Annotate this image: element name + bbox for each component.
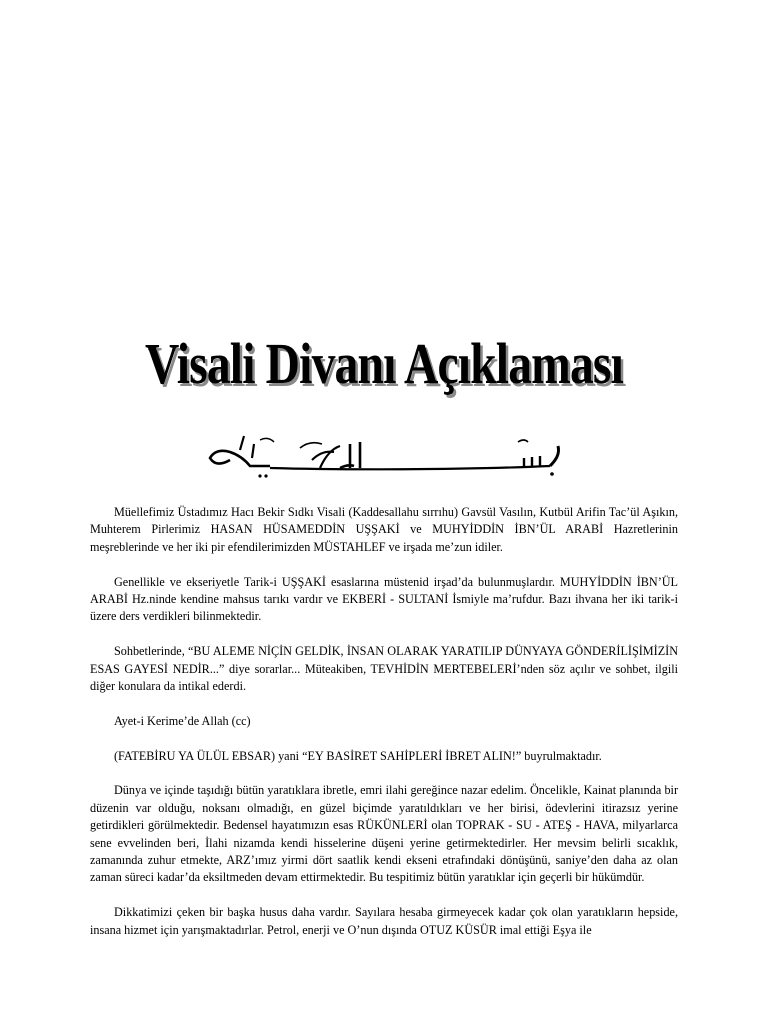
page-title: Visali Divanı Açıklaması: [144, 331, 624, 396]
basmala-calligraphy: [200, 430, 570, 480]
basmala-calligraphy-graphic: [200, 430, 570, 480]
paragraph: Ayet-i Kerime’de Allah (cc): [114, 713, 251, 728]
paragraph: Dünya ve içinde taşıdığı bütün yaratıklara ibretle, emri ilahi gereğince nazar edelim. Öncelikle, Kainat planında bir düzenin var olduğu, noksanı olmadığı, en güzel biçimde yaratıldıkları ve her birisi, ödevlerini itirazsız yerine getirdikleri görülmektedir. Bedensel hayatımızın esas RÜKÜNLERİ olan TOPRAK - SU - ATEŞ - HAVA, milyarlarca sene evvelinden beri, İlahi nizamda kendi hisselerine düşeni yerine getirmektedirler. Her mevsim belirli sıcaklık, zamanında zuhur etmekte, ARZ’ımız yirmi dört saatlik kendi ekseni etrafındaki dönüşünü, saniye’den daha az olan zaman süreci kadar’da eksiltmeden devam ettirmektedir. Bu tespitimiz bütün yaratıklar için geçerli bir hükümdür.: [90, 783, 678, 885]
paragraph: Genellikle ve ekseriyetle Tarik-i UŞŞAKİ esaslarına müstenid irşad’da bulunmuşlardır. MUHYİDDİN İBN’ÜL ARABİ Hz.ninde kendine mahsus tarıkı vardır ve EKBERİ - SULTANİ İsmiyle ma’rufdur. Bazı ihvana her iki tarik-i üzere ders verdikleri bilinmektedir.: [90, 574, 678, 624]
body-text: [90, 504, 678, 956]
paragraph: Müellefimiz Üstadımız Hacı Bekir Sıdkı Visali (Kaddesallahu sırrıhu) Gavsül Vasılın, Kutbül Arifin Tac’ül Aşıkın, Muhterem Pirlerimiz HASAN HÜSAMEDDİN UŞŞAKİ ve MUHYİDDİN İBN’ÜL ARABİ Hazretlerinin meşreblerinde ve her iki pir efendilerimizden MÜSTAHLEF ve irşada me’zun idiler.: [90, 505, 678, 554]
paragraph: Sohbetlerinde, “BU ALEME NİÇİN GELDİK, İNSAN OLARAK YARATILIP DÜNYAYA GÖNDERİLİŞİMİZİN ESAS GAYESİ NEDİR...” diye sorarlar... Müteakiben, TEVHİDİN MERTEBELERİ’nden söz açılır ve sohbet, ilgili diğer konulara da intikal ederdi.: [90, 644, 678, 694]
paragraph: (FATEBİRU YA ÜLÜL EBSAR) yani “EY BASİRET SAHİPLERİ İBRET ALIN!” buyrulmaktadır.: [114, 748, 602, 763]
paragraph: Dikkatimizi çeken bir başka husus daha vardır. Sayılara hesaba girmeyecek kadar çok olan yaratıkların hepside, insana hizmet için yarışmaktadırlar. Petrol, enerji ve O’nun dışında OTUZ KÜSÜR imal ettiği Eşya ile: [90, 905, 678, 937]
